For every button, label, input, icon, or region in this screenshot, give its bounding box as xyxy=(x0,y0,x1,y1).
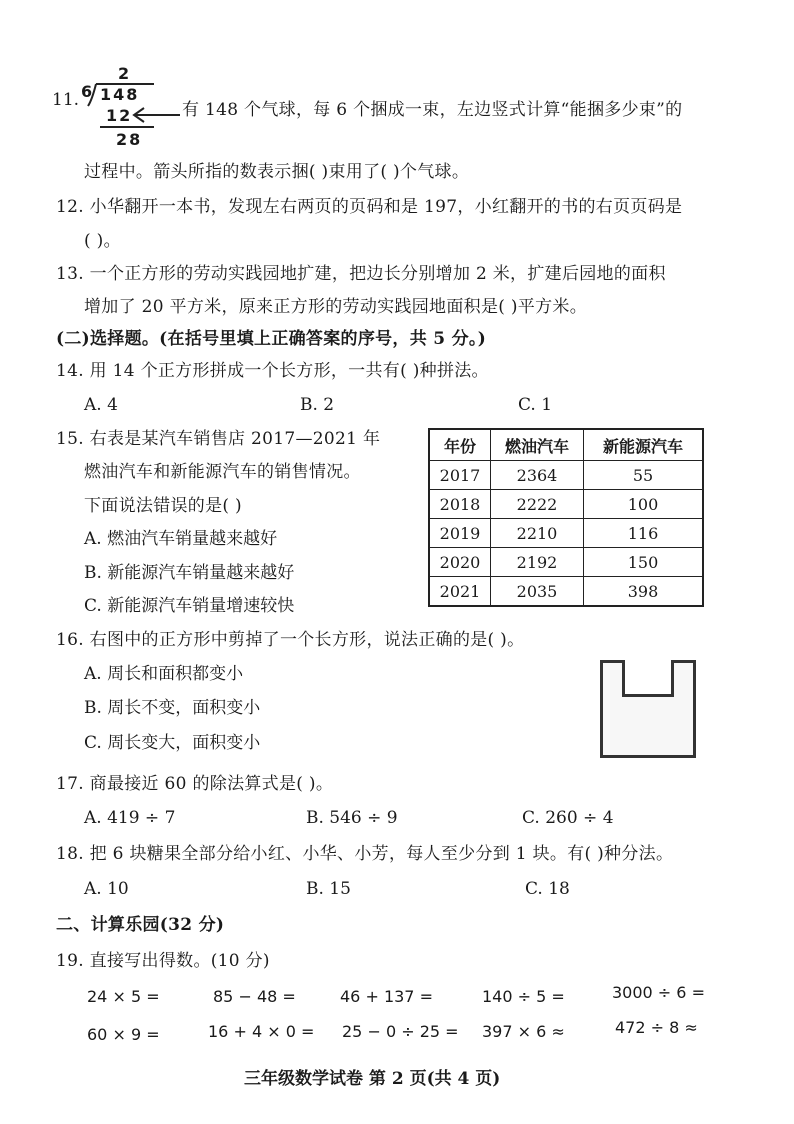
table-row xyxy=(429,577,703,607)
q11-text-line1: 有 148 个气球，每 6 个捆成一束，左边竖式计算“能捆多少束”的 xyxy=(182,100,683,120)
q15-option-a: A. 燃油汽车销量越来越好 xyxy=(84,529,278,549)
table-cell: 2210 xyxy=(491,519,584,548)
q18-option-c: C. 18 xyxy=(525,879,570,899)
q17-option-c: C. 260 ÷ 4 xyxy=(522,808,614,828)
calc-item: 24 × 5 = xyxy=(87,987,160,1006)
q15-line1: 15. 右表是某汽车销售店 2017—2021 年 xyxy=(56,429,381,449)
table-cell: 150 xyxy=(584,548,704,577)
q18-option-b: B. 15 xyxy=(306,879,351,899)
q16-text: 16. 右图中的正方形中剪掉了一个长方形，说法正确的是( )。 xyxy=(56,630,525,650)
table-header: 燃油汽车 xyxy=(491,429,584,461)
table-cell: 2018 xyxy=(429,490,491,519)
q14-option-b: B. 2 xyxy=(300,395,335,415)
division-remainder: 28 xyxy=(116,130,143,149)
table-cell: 116 xyxy=(584,519,704,548)
cutout-rectangle xyxy=(622,660,674,697)
table-cell: 2222 xyxy=(491,490,584,519)
q12-line2: ( )。 xyxy=(84,231,121,251)
division-quotient: 2 xyxy=(118,64,132,83)
q12-line1: 12. 小华翻开一本书，发现左右两页的页码和是 197，小红翻开的书的右页页码是 xyxy=(56,197,683,217)
arrow-icon xyxy=(130,105,182,125)
q15-option-b: B. 新能源汽车销量越来越好 xyxy=(84,563,295,583)
q16-option-a: A. 周长和面积都变小 xyxy=(84,664,244,684)
division-divisor: 6 xyxy=(81,82,95,101)
calc-item: 472 ÷ 8 ≈ xyxy=(615,1018,698,1037)
calc-item: 85 − 48 = xyxy=(213,987,296,1006)
q19-title: 19. 直接写出得数。(10 分) xyxy=(56,951,270,971)
q15-line3: 下面说法错误的是( ) xyxy=(84,496,242,516)
table-cell: 2019 xyxy=(429,519,491,548)
table-cell: 2020 xyxy=(429,548,491,577)
q16-option-c: C. 周长变大，面积变小 xyxy=(84,733,261,753)
q13-line1: 13. 一个正方形的劳动实践园地扩建，把边长分别增加 2 米，扩建后园地的面积 xyxy=(56,264,666,284)
q15-line2: 燃油汽车和新能源汽车的销售情况。 xyxy=(84,462,361,482)
calc-item: 60 × 9 = xyxy=(87,1025,160,1044)
table-row xyxy=(429,490,703,519)
sales-table xyxy=(428,428,704,607)
page-footer: 三年级数学试卷 第 2 页(共 4 页) xyxy=(244,1069,501,1089)
q17-option-b: B. 546 ÷ 9 xyxy=(306,808,398,828)
q14-text: 14. 用 14 个正方形拼成一个长方形，一共有( )种拼法。 xyxy=(56,361,489,381)
section-calc-heading: 二、计算乐园(32 分) xyxy=(56,915,225,935)
q17-option-a: A. 419 ÷ 7 xyxy=(84,808,176,828)
q14-option-c: C. 1 xyxy=(518,395,553,415)
section-choice-heading: (二)选择题。(在括号里填上正确答案的序号，共 5 分。) xyxy=(56,329,487,349)
calc-item: 16 + 4 × 0 = xyxy=(208,1022,315,1041)
q13-line2: 增加了 20 平方米，原来正方形的劳动实践园地面积是( )平方米。 xyxy=(84,297,588,317)
calc-item: 140 ÷ 5 = xyxy=(482,987,565,1006)
q11-text-line2: 过程中。箭头所指的数表示捆( )束用了( )个气球。 xyxy=(84,162,470,182)
calc-item: 3000 ÷ 6 = xyxy=(612,983,705,1002)
table-header: 新能源汽车 xyxy=(584,429,704,461)
table-cell: 2035 xyxy=(491,577,584,607)
calc-item: 397 × 6 ≈ xyxy=(482,1022,565,1041)
square-with-cutout-figure xyxy=(600,660,696,758)
table-row xyxy=(429,519,703,548)
q15-option-c: C. 新能源汽车销量增速较快 xyxy=(84,596,295,616)
division-dividend: 148 xyxy=(100,85,140,104)
table-cell: 55 xyxy=(584,461,704,490)
calc-item: 25 − 0 ÷ 25 = xyxy=(342,1022,459,1041)
table-header: 年份 xyxy=(429,429,491,461)
division-product: 12 xyxy=(106,106,133,125)
table-cell: 2017 xyxy=(429,461,491,490)
q14-option-a: A. 4 xyxy=(84,395,118,415)
calc-item: 46 + 137 = xyxy=(340,987,433,1006)
table-row xyxy=(429,548,703,577)
table-cell: 100 xyxy=(584,490,704,519)
table-cell: 2364 xyxy=(491,461,584,490)
table-cell: 2192 xyxy=(491,548,584,577)
q18-text: 18. 把 6 块糖果全部分给小红、小华、小芳，每人至少分到 1 块。有( )种分法。 xyxy=(56,844,674,864)
table-cell: 398 xyxy=(584,577,704,607)
table-cell: 2021 xyxy=(429,577,491,607)
table-header-row xyxy=(429,429,703,461)
q17-text: 17. 商最接近 60 的除法算式是( )。 xyxy=(56,774,334,794)
q11-number: 11. xyxy=(52,90,80,110)
table-row xyxy=(429,461,703,490)
q18-option-a: A. 10 xyxy=(84,879,129,899)
q16-option-b: B. 周长不变，面积变小 xyxy=(84,698,261,718)
